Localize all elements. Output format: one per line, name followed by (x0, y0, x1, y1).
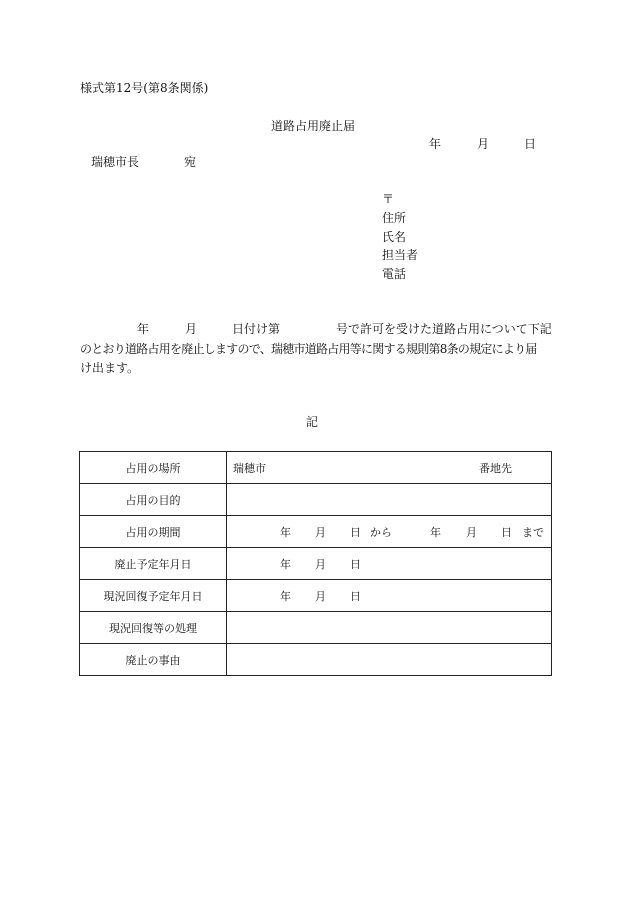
restoration-date-field[interactable] (227, 580, 552, 612)
table-row (80, 484, 552, 516)
table-row (80, 548, 552, 580)
table-row (80, 612, 552, 644)
restoration-month: 月 (315, 589, 326, 603)
period-field[interactable] (227, 516, 552, 548)
body-line3: け出ます。 (80, 361, 140, 375)
row-label-restoration-handling: 現況回復等の処理 (80, 612, 227, 644)
period-year1: 年 (280, 525, 291, 539)
location-city: 瑞穂市 (233, 461, 266, 475)
row-label-abolition-reason: 廃止の事由 (80, 644, 227, 676)
date-day-label: 日 (524, 137, 537, 151)
phone-label: 電話 (382, 267, 407, 281)
abolition-month: 月 (315, 557, 326, 571)
body-month-label: 月 (185, 322, 198, 336)
period-day1: 日 (350, 525, 361, 539)
ki-heading: 記 (306, 415, 319, 429)
body-line2: のとおり道路占用を廃止しますので、瑞穂市道路占用等に関する規則第8条の規定により届 (80, 342, 537, 356)
table-row (80, 580, 552, 612)
address-label: 住所 (382, 211, 407, 225)
row-label-purpose: 占用の目的 (80, 484, 227, 516)
location-lot-suffix: 番地先 (479, 461, 512, 475)
addressee-name: 瑞穂市長 (91, 155, 140, 169)
abolition-reason-field[interactable] (227, 644, 552, 676)
body-year-label: 年 (137, 322, 150, 336)
period-from: から (370, 525, 392, 539)
table-row (80, 644, 552, 676)
abolition-date-field[interactable] (227, 548, 552, 580)
date-month-label: 月 (477, 137, 490, 151)
addressee-suffix: 宛 (184, 155, 197, 169)
period-day2: 日 (501, 525, 512, 539)
row-label-period: 占用の期間 (80, 516, 227, 548)
restoration-day: 日 (350, 589, 361, 603)
date-year-label: 年 (429, 137, 442, 151)
purpose-field[interactable] (227, 484, 552, 516)
abolition-year: 年 (280, 557, 291, 571)
period-month2: 月 (466, 525, 477, 539)
row-label-restoration-date: 現況回復予定年月日 (80, 580, 227, 612)
row-label-location: 占用の場所 (80, 452, 227, 484)
postal-mark: 〒 (382, 192, 395, 206)
name-label: 氏名 (382, 230, 407, 244)
restoration-year: 年 (280, 589, 291, 603)
period-year2: 年 (430, 525, 441, 539)
form-number: 様式第12号(第8条関係) (80, 81, 209, 95)
period-month1: 月 (315, 525, 326, 539)
location-field[interactable] (227, 452, 552, 484)
abolition-day: 日 (350, 557, 361, 571)
table-row (80, 516, 552, 548)
period-until: まで (522, 525, 544, 539)
body-line1-rest: 号で許可を受けた道路占用について下記 (336, 322, 552, 336)
person-in-charge-label: 担当者 (382, 248, 419, 262)
table-row (80, 452, 552, 484)
notice-table (79, 451, 552, 676)
form-title: 道路占用廃止届 (271, 119, 356, 133)
row-label-abolition-date: 廃止予定年月日 (80, 548, 227, 580)
restoration-handling-field[interactable] (227, 612, 552, 644)
body-day-dated-label: 日付け第 (232, 322, 281, 336)
